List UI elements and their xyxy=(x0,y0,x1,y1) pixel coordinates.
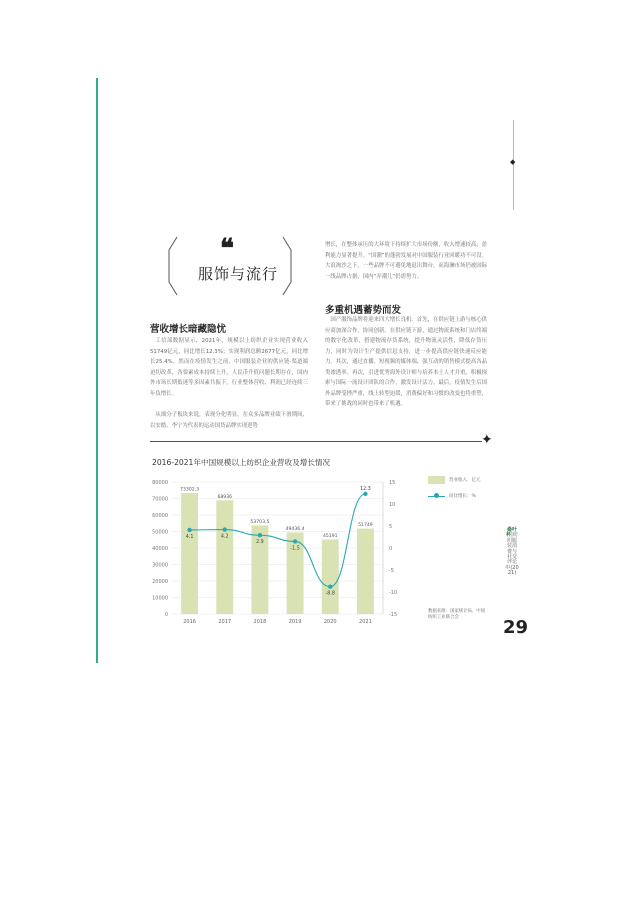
right-axis-tick-label: 15 xyxy=(389,479,396,486)
growth-line xyxy=(190,494,366,587)
section-header xyxy=(168,236,292,296)
left-axis-tick-label: 0 xyxy=(164,611,168,618)
quote-mark-icon: ❝ xyxy=(220,234,234,264)
bar-2017 xyxy=(216,500,233,614)
growth-point-2020 xyxy=(328,585,332,589)
star-icon: ✦ xyxy=(481,432,493,448)
side-title-rest: |纺织服装消费与社交评论中(2021) xyxy=(505,532,519,577)
left-axis-tick-label: 40000 xyxy=(152,545,168,552)
bar-2018 xyxy=(251,525,268,614)
right-axis-tick-label: 0 xyxy=(389,545,393,552)
right-margin-dot: ◆ xyxy=(510,158,516,166)
x-axis-tick-label: 2017 xyxy=(218,619,232,625)
legend-line-swatch xyxy=(428,492,445,500)
left-axis-tick-label: 50000 xyxy=(152,529,168,536)
right-axis-tick-label: -10 xyxy=(389,589,398,596)
x-axis-tick-label: 2021 xyxy=(359,619,372,625)
growth-value-label: -8.8 xyxy=(325,591,335,597)
growth-value-label: 4.1 xyxy=(185,534,194,540)
growth-value-label: -1.5 xyxy=(290,546,300,552)
right-paragraph: 国产服饰品牌将迎来四大增长良机：首先，在供应链上游与核心供应商加深合作，协同创新。在供应链下游，通过物流系统和门店终端的数字化改革，搭建物流存货系统，提升物流灵活性，降低存货压力，同时为设计生产提供信息支持，进一步提高供应链快速反应能力。其次，通过直播、短视频的媒体端、强互动的销售模式提高各品类渗透率。再次，引进优秀海外设计师与培养本土人才并重，积极探索与国际一流设计团队的合作，激发设计活力。最后，疫情发生后国外品牌受挫严重，线上转型迫缓，消费偏好和习惯的改变也将重塑，带来了挑战的同时也带来了机遇。 xyxy=(325,317,487,407)
x-axis-tick-label: 2019 xyxy=(288,619,302,625)
legend-label-revenue: 营业收入：亿元 xyxy=(449,478,481,483)
chart-legend xyxy=(428,476,498,508)
legend-label-growth: 同比增长：% xyxy=(449,494,476,499)
left-axis-tick-label: 20000 xyxy=(152,578,168,585)
left-axis-tick-label: 80000 xyxy=(152,479,168,486)
growth-value-label: 2.9 xyxy=(256,540,264,546)
bar-value-label: 49436.4 xyxy=(285,526,305,532)
right-axis-tick-label: 5 xyxy=(389,523,393,530)
bar-2021 xyxy=(357,529,374,614)
growth-point-2021 xyxy=(363,492,367,496)
left-axis-tick-label: 10000 xyxy=(152,595,168,602)
green-margin-rule xyxy=(96,78,98,663)
growth-point-2016 xyxy=(187,528,191,532)
bar-2019 xyxy=(287,532,304,614)
bar-value-label: 53703.5 xyxy=(250,519,270,525)
revenue-growth-chart xyxy=(140,470,425,625)
right-paragraph-intro: 增长，在整体承压的大环境下持续扩大市场份额，收入增速较高，盈利能力显著提升。“国潮”的蓬勃发展对中国服装行业回暖功不可没。大浪淘沙之下，一些品牌不可避免地退出舞台，而海澜市场仍被国际一线品牌占据，国内“弄潮儿”仍需努力。 xyxy=(325,242,487,280)
x-axis-tick-label: 2018 xyxy=(253,619,267,625)
right-axis-tick-label: -15 xyxy=(389,611,398,618)
left-axis-tick-label: 70000 xyxy=(152,496,168,503)
left-paragraph-2: 从细分子板块来说，表现分化明显，在众多品牌业绩下滑期间，以安踏、李宁为代表的运动国货品牌实现逆势 xyxy=(150,412,308,429)
left-axis-tick-label: 60000 xyxy=(152,512,168,519)
chart-title: 2016-2021年中国规模以上纺织企业营收及增长情况 xyxy=(152,458,331,467)
growth-point-2019 xyxy=(293,539,297,543)
section-title: 服饰与流行 xyxy=(198,265,279,283)
chart-source: 数据来源：国家统计局、中国纺织工业联合会 xyxy=(428,609,486,620)
left-heading: 营收增长暗藏隐忧 xyxy=(150,324,227,335)
legend-bar-swatch xyxy=(428,476,445,484)
bar-value-label: 73302.3 xyxy=(180,487,200,493)
section-divider xyxy=(150,441,482,442)
legend-item-revenue xyxy=(428,476,498,484)
x-axis-tick-label: 2016 xyxy=(183,619,196,625)
growth-point-2017 xyxy=(223,527,227,531)
growth-point-2018 xyxy=(258,533,262,537)
right-axis-tick-label: 10 xyxy=(389,501,396,508)
bar-2020 xyxy=(322,539,339,614)
bar-value-label: 68936 xyxy=(217,494,233,500)
right-bracket xyxy=(282,236,292,296)
page-number: 29 xyxy=(503,617,529,638)
left-bracket xyxy=(168,236,178,296)
legend-item-growth xyxy=(428,492,498,500)
side-title-bold: 桑叶杯 xyxy=(506,527,517,539)
x-axis-tick-label: 2020 xyxy=(323,619,337,625)
right-axis-tick-label: -5 xyxy=(389,567,394,574)
growth-value-label: 4.2 xyxy=(220,534,229,540)
left-paragraph-1: 工信部数据显示，2021年，规模以上纺织企业实现营业收入51749亿元，同比增长12.3%；实现利润总额2677亿元，同比增长25.4%。然而在疫情发生之前，中国服装企业的供应链·渠道端迫切改革，各要素成本持续上升，人民币升值问题长期存在，国内外市场长期低迷等多因素共振下，行业整体营收、利润已经连续三年负增长。 xyxy=(150,338,308,397)
right-heading: 多重机遇蓄势而发 xyxy=(325,305,402,316)
growth-value-label: 12.3 xyxy=(360,486,371,492)
side-running-title xyxy=(505,528,519,577)
left-axis-tick-label: 30000 xyxy=(152,562,168,569)
bar-value-label: 45191 xyxy=(322,533,338,539)
bar-2016 xyxy=(181,493,198,614)
bar-value-label: 51749 xyxy=(358,523,373,529)
